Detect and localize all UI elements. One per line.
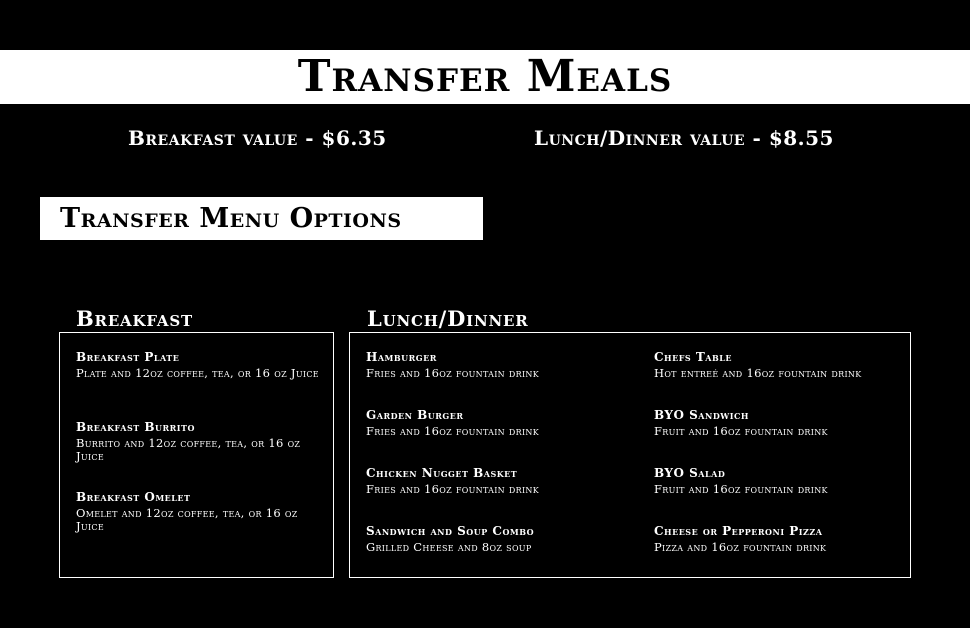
- menu-options-heading: Transfer Menu Options: [60, 203, 402, 234]
- menu-item: [654, 349, 861, 380]
- menu-item-name: BYO Salad: [654, 466, 726, 480]
- menu-item: [366, 465, 539, 496]
- menu-item-description: Fries and 16oz fountain drink: [366, 424, 540, 438]
- menu-item-description: Omelet and 12oz coffee, tea, or 16 oz Juice: [76, 506, 298, 533]
- menu-item-name: Hamburger: [366, 350, 437, 364]
- menu-item-name: Chefs Table: [654, 350, 732, 364]
- breakfast-value: Breakfast value - $6.35: [128, 126, 387, 150]
- lunch-dinner-heading: Lunch/Dinner: [367, 306, 529, 331]
- menu-item-description: Grilled Cheese and 8oz soup: [366, 540, 532, 554]
- menu-item: [76, 419, 321, 463]
- menu-item-description: Pizza and 16oz fountain drink: [654, 540, 827, 554]
- menu-item-name: Breakfast Plate: [76, 350, 180, 364]
- menu-item-name: Chicken Nugget Basket: [366, 466, 518, 480]
- lunch-dinner-panel: [349, 332, 911, 578]
- menu-item-name: Breakfast Omelet: [76, 490, 191, 504]
- menu-item-description: Burrito and 12oz coffee, tea, or 16 oz Juice: [76, 436, 301, 463]
- menu-item-name: Breakfast Burrito: [76, 420, 195, 434]
- menu-item: [366, 407, 539, 438]
- menu-item-name: Sandwich and Soup Combo: [366, 524, 535, 538]
- breakfast-panel: [59, 332, 334, 578]
- menu-item-description: Fries and 16oz fountain drink: [366, 366, 540, 380]
- menu-item: [654, 407, 828, 438]
- lunch-dinner-value: Lunch/Dinner value - $8.55: [534, 126, 834, 150]
- menu-item-name: BYO Sandwich: [654, 408, 749, 422]
- menu-item-description: Plate and 12oz coffee, tea, or 16 oz Juice: [76, 366, 319, 380]
- menu-item-name: Cheese or Pepperoni Pizza: [654, 524, 823, 538]
- menu-item-name: Garden Burger: [366, 408, 464, 422]
- menu-item: [76, 489, 321, 533]
- menu-item: [366, 523, 534, 554]
- breakfast-heading: Breakfast: [76, 306, 193, 331]
- menu-item-description: Hot entreé and 16oz fountain drink: [654, 366, 862, 380]
- menu-item: [654, 523, 826, 554]
- menu-item-description: Fruit and 16oz fountain drink: [654, 482, 828, 496]
- menu-options-banner: [40, 197, 483, 240]
- menu-item-description: Fruit and 16oz fountain drink: [654, 424, 828, 438]
- menu-item: [654, 465, 828, 496]
- title-banner: [0, 50, 970, 104]
- page-title: Transfer Meals: [297, 51, 673, 102]
- menu-item-description: Fries and 16oz fountain drink: [366, 482, 540, 496]
- menu-item: [366, 349, 539, 380]
- menu-item: [76, 349, 321, 380]
